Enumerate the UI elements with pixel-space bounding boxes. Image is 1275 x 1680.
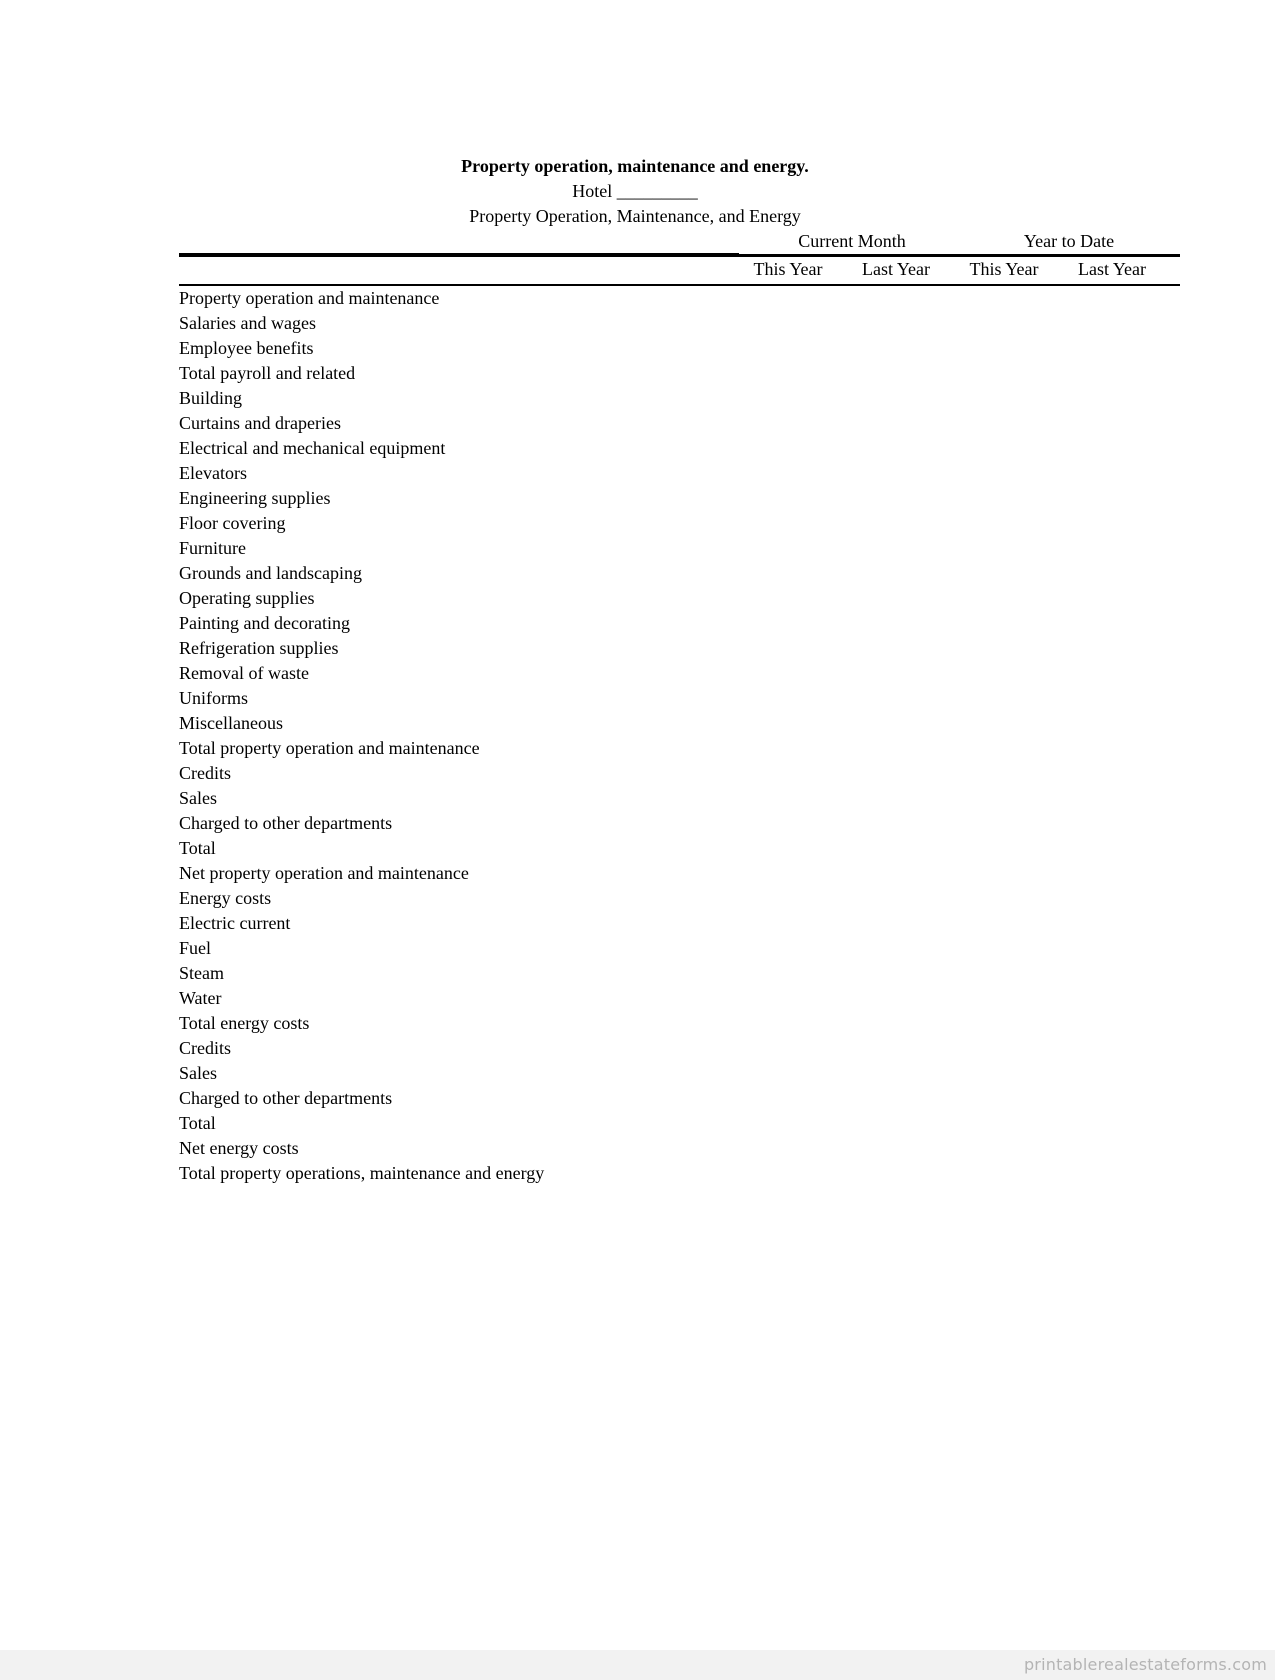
line-item-row: Sales	[179, 788, 217, 808]
line-item-row: Grounds and landscaping	[179, 563, 362, 583]
line-item-row: Electrical and mechanical equipment	[179, 438, 446, 458]
line-item-row: Sales	[179, 1063, 217, 1083]
column-header-ytd-this-year: This Year	[969, 259, 1039, 279]
line-item-row: Energy costs	[179, 888, 272, 908]
line-item-row: Credits	[179, 1038, 231, 1058]
line-item-row: Total payroll and related	[179, 363, 356, 383]
line-item-row: Total	[179, 1113, 216, 1133]
line-item-row: Painting and decorating	[179, 613, 350, 633]
column-group-year-to-date: Year to Date	[1023, 231, 1115, 251]
line-item-row: Water	[179, 988, 222, 1008]
line-item-row: Curtains and draperies	[179, 413, 341, 433]
line-item-row: Net energy costs	[179, 1138, 299, 1158]
line-item-row: Engineering supplies	[179, 488, 331, 508]
document-title: Property operation, maintenance and energy.	[461, 156, 809, 176]
line-item-row: Net property operation and maintenance	[179, 863, 469, 883]
footer-bar	[0, 1650, 1275, 1680]
line-item-row: Total energy costs	[179, 1013, 310, 1033]
line-item-row: Electric current	[179, 913, 291, 933]
line-item-row: Property operation and maintenance	[179, 288, 440, 308]
watermark-link[interactable]: printablerealestateforms.com	[1023, 1655, 1267, 1674]
line-item-row: Charged to other departments	[179, 1088, 393, 1108]
line-item-row: Uniforms	[179, 688, 248, 708]
line-item-row: Refrigeration supplies	[179, 638, 339, 658]
line-item-row: Steam	[179, 963, 224, 983]
line-item-row: Fuel	[179, 938, 212, 958]
line-item-row: Miscellaneous	[179, 713, 283, 733]
line-item-row: Total property operation and maintenance	[179, 738, 480, 758]
line-item-row: Credits	[179, 763, 231, 783]
line-item-list	[179, 286, 1180, 1186]
line-item-row: Charged to other departments	[179, 813, 393, 833]
line-item-row: Furniture	[179, 538, 246, 558]
line-item-row: Removal of waste	[179, 663, 309, 683]
line-item-row: Floor covering	[179, 513, 286, 533]
line-item-row: Building	[179, 388, 243, 408]
line-item-row: Total	[179, 838, 216, 858]
line-item-row: Salaries and wages	[179, 313, 316, 333]
column-header-current-last-year: Last Year	[862, 259, 930, 279]
column-group-current-month: Current Month	[798, 231, 906, 251]
line-item-row: Operating supplies	[179, 588, 315, 608]
header-rule-thick	[179, 253, 739, 257]
line-item-row: Total property operations, maintenance and energy	[179, 1163, 545, 1183]
line-item-row: Employee benefits	[179, 338, 314, 358]
column-header-ytd-last-year: Last Year	[1078, 259, 1146, 279]
column-header-current-this-year: This Year	[753, 259, 823, 279]
hotel-name-line: Hotel _________	[572, 181, 698, 201]
line-item-row: Elevators	[179, 463, 247, 483]
document-subtitle: Property Operation, Maintenance, and Energy	[469, 206, 801, 226]
